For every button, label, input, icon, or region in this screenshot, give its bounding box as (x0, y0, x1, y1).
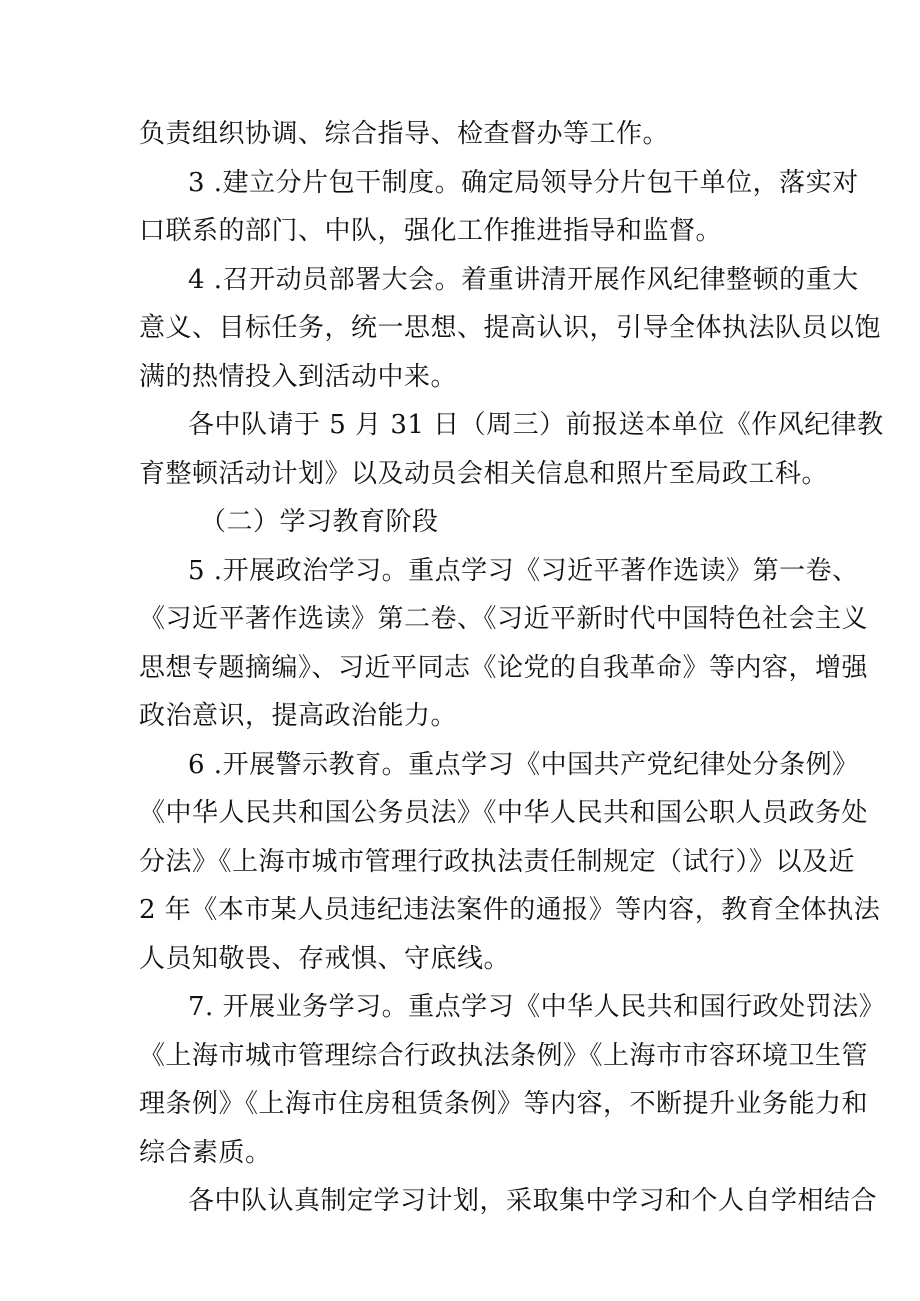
text-line: 思想专题摘编》、习近平同志《论党的自我革命》等内容，增强 (139, 653, 869, 683)
text-line: 《中华人民共和国公务员法》《中华人民共和国公职人员政务处 (139, 798, 869, 828)
text-line: 负责组织协调、综合指导、检查督办等工作。 (139, 119, 670, 149)
text-line: 6 .开展警示教育。重点学习《中国共产党纪律处分条例》 (188, 750, 859, 780)
text-line: 育整顿活动计划》以及动员会相关信息和照片至局政工科。 (139, 459, 829, 489)
text-line: 理条例》《上海市住房租赁条例》等内容，不断提升业务能力和 (139, 1089, 869, 1119)
text-line: 各中队认真制定学习计划，采取集中学习和个人自学相结合 (188, 1186, 878, 1216)
text-line: 2 年《本市某人员违纪违法案件的通报》等内容，教育全体执法 (139, 895, 881, 925)
text-line: 7. 开展业务学习。重点学习《中华人民共和国行政处罚法》 (188, 992, 886, 1022)
text-line: 综合素质。 (139, 1138, 272, 1168)
text-line: 人员知敬畏、存戒惧、守底线。 (139, 944, 511, 974)
text-line: 口联系的部门、中队，强化工作推进指导和监督。 (139, 216, 723, 246)
text-line: 分法》《上海市城市管理行政执法责任制规定（试行）》以及近 (139, 847, 856, 877)
text-line: 5 .开展政治学习。重点学习《习近平著作选读》第一卷、 (188, 556, 859, 586)
text-line: 政治意识，提高政治能力。 (139, 701, 458, 731)
text-line: 《上海市城市管理综合行政执法条例》《上海市市容环境卫生管 (139, 1041, 869, 1071)
text-line: 意义、目标任务，统一思想、提高认识，引导全体执法队员以饱 (139, 313, 882, 343)
text-line: 各中队请于 5 月 31 日（周三）前报送本单位《作风纪律教 (188, 410, 884, 440)
text-line: 3 .建立分片包干制度。确定局领导分片包干单位，落实对 (188, 168, 859, 198)
section-heading: （二）学习教育阶段 (200, 507, 439, 537)
text-line: 满的热情投入到活动中来。 (139, 362, 458, 392)
text-line: 《习近平著作选读》第二卷、《习近平新时代中国特色社会主义 (139, 604, 869, 634)
text-line: 4 .召开动员部署大会。着重讲清开展作风纪律整顿的重大 (188, 265, 859, 295)
